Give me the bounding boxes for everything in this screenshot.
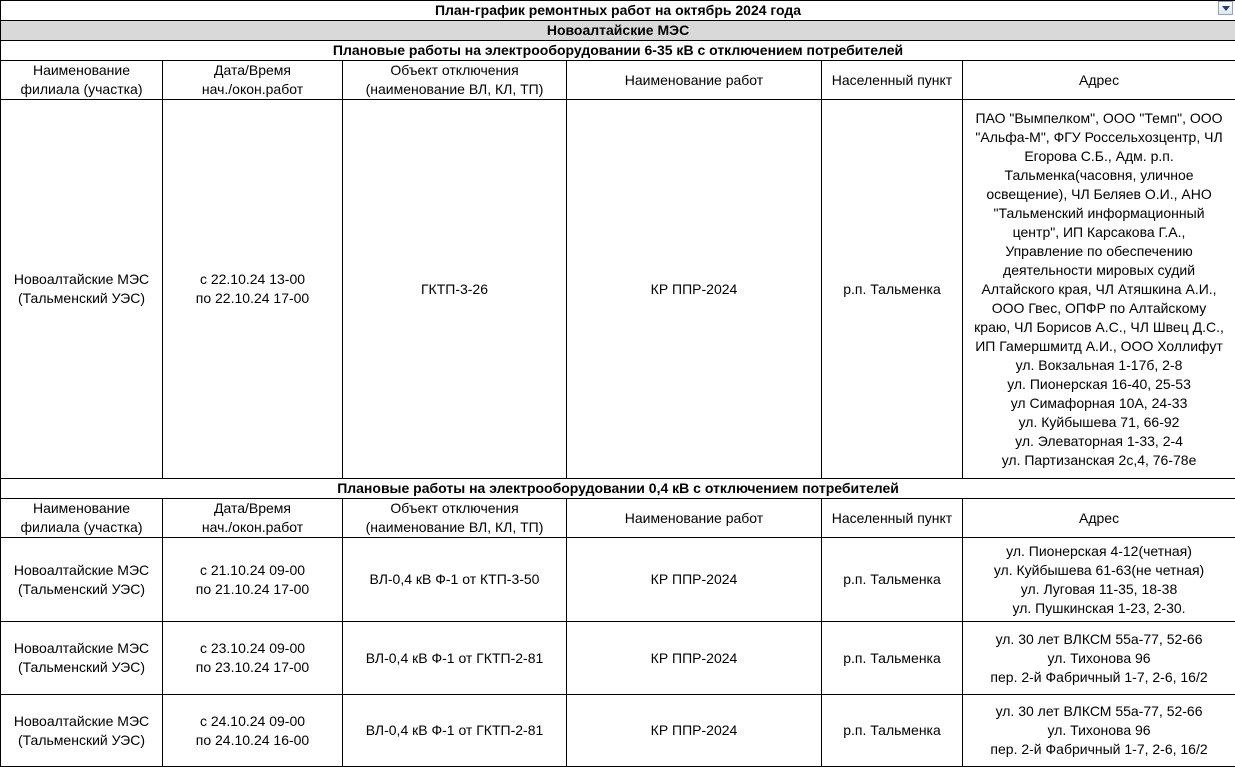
cell-address-line: ул. Луговая 11-35, 18-38 [965, 580, 1233, 599]
section-row-0-4kv [1, 479, 1235, 499]
header-object-line: Объект отключения [345, 499, 564, 518]
header-datetime-line: нач./окон.работ [165, 518, 340, 537]
header-locality: Населенный пункт [822, 61, 963, 100]
cell-address-line: Тальменка(часовня, уличное [965, 166, 1233, 185]
cell-branch [1, 695, 163, 767]
cell-object: ВЛ-0,4 кВ Ф-1 от КТП-3-50 [343, 538, 567, 622]
cell-address-line: ул. Пионерская 4-12(четная) [965, 542, 1233, 561]
header-branch [1, 61, 163, 100]
cell-branch-line: Новоалтайские МЭС [3, 561, 160, 580]
column-header-row-2 [1, 499, 1235, 538]
cell-address-line: ООО Гвес, ОПФР по Алтайскому [965, 299, 1233, 318]
cell-address-line: центр", ИП Карсакова Г.А., [965, 223, 1233, 242]
cell-address-line: Егорова С.Б., Адм. р.п. [965, 147, 1233, 166]
header-object-line: (наименование ВЛ, КЛ, ТП) [345, 80, 564, 99]
cell-address [963, 538, 1235, 622]
cell-address-line: ул. Пионерская 16-40, 25-53 [965, 375, 1233, 394]
cell-work: КР ППР-2024 [567, 538, 822, 622]
column-header-row-1 [1, 61, 1235, 100]
cell-work: КР ППР-2024 [567, 100, 822, 479]
cell-locality: р.п. Тальменка [822, 538, 963, 622]
cell-address-line: пер. 2-й Фабричный 1-7, 2-6, 16/2 [965, 740, 1233, 759]
cell-branch-line: Новоалтайские МЭС [3, 712, 160, 731]
cell-locality: р.п. Тальменка [822, 100, 963, 479]
cell-address-line: ул. Элеваторная 1-33, 2-4 [965, 432, 1233, 451]
table-row [1, 622, 1235, 695]
header-datetime [163, 61, 343, 100]
header-work: Наименование работ [567, 499, 822, 538]
header-branch [1, 499, 163, 538]
section-row-6-35kv [1, 41, 1235, 61]
cell-datetime [163, 695, 343, 767]
mes-row [1, 21, 1235, 41]
cell-locality: р.п. Тальменка [822, 622, 963, 695]
cell-datetime-line: по 23.10.24 17-00 [165, 658, 340, 677]
cell-branch [1, 100, 163, 479]
header-address: Адрес [963, 61, 1235, 100]
section-title-0-4kv: Плановые работы на электрооборудовании 0,4 кВ с отключением потребителей [1, 479, 1235, 499]
header-datetime-line: нач./окон.работ [165, 80, 340, 99]
cell-branch-line: Новоалтайские МЭС [3, 639, 160, 658]
page-title: План-график ремонтных работ на октябрь 2024 года [1, 1, 1235, 21]
table-row [1, 100, 1235, 479]
header-datetime [163, 499, 343, 538]
header-datetime-line: Дата/Время [165, 499, 340, 518]
section-title-6-35kv: Плановые работы на электрооборудовании 6-35 кВ с отключением потребителей [1, 41, 1235, 61]
cell-address-line: ПАО "Вымпелком", ООО "Темп", ООО [965, 109, 1233, 128]
header-work: Наименование работ [567, 61, 822, 100]
header-branch-line: Наименование [3, 499, 160, 518]
cell-address-line: деятельности мировых судий [965, 261, 1233, 280]
cell-address-line: освещение), ЧЛ Беляев О.И., АНО [965, 185, 1233, 204]
header-branch-line: филиала (участка) [3, 518, 160, 537]
table-row [1, 695, 1235, 767]
cell-address-line: ул. Пушкинская 1-23, 2-30. [965, 599, 1233, 618]
cell-datetime [163, 100, 343, 479]
cell-address-line: ул. Куйбышева 71, 66-92 [965, 413, 1233, 432]
cell-address-line: пер. 2-й Фабричный 1-7, 2-6, 16/2 [965, 668, 1233, 687]
header-datetime-line: Дата/Время [165, 61, 340, 80]
cell-branch [1, 622, 163, 695]
cell-address-line: "Тальменский информационный [965, 204, 1233, 223]
cell-locality: р.п. Тальменка [822, 695, 963, 767]
header-branch-line: филиала (участка) [3, 80, 160, 99]
cell-datetime-line: по 21.10.24 17-00 [165, 580, 340, 599]
cell-branch [1, 538, 163, 622]
cell-branch-line: Новоалтайские МЭС [3, 270, 160, 289]
cell-branch-line: (Тальменский УЭС) [3, 658, 160, 677]
cell-address-line: Управление по обеспечению [965, 242, 1233, 261]
header-object [343, 499, 567, 538]
cell-address-line: ул. Тихонова 96 [965, 721, 1233, 740]
cell-datetime-line: с 21.10.24 09-00 [165, 561, 340, 580]
dropdown-filter-button[interactable] [1218, 1, 1233, 15]
title-row [1, 1, 1235, 21]
cell-address-line: "Альфа-М", ФГУ Россельхозцентр, ЧЛ [965, 128, 1233, 147]
header-branch-line: Наименование [3, 61, 160, 80]
cell-address-line: Алтайского края, ЧЛ Атяшкина А.И., [965, 280, 1233, 299]
cell-object: ГКТП-3-26 [343, 100, 567, 479]
cell-address-line: ул. Партизанская 2с,4, 76-78е [965, 451, 1233, 470]
header-object [343, 61, 567, 100]
cell-address-line: ул. 30 лет ВЛКСМ 55а-77, 52-66 [965, 702, 1233, 721]
cell-datetime-line: с 22.10.24 13-00 [165, 270, 340, 289]
cell-object: ВЛ-0,4 кВ Ф-1 от ГКТП-2-81 [343, 695, 567, 767]
cell-address-line: ул. Тихонова 96 [965, 649, 1233, 668]
cell-address-line: ул. 30 лет ВЛКСМ 55а-77, 52-66 [965, 630, 1233, 649]
header-object-line: (наименование ВЛ, КЛ, ТП) [345, 518, 564, 537]
cell-datetime-line: с 24.10.24 09-00 [165, 712, 340, 731]
cell-work: КР ППР-2024 [567, 695, 822, 767]
cell-datetime [163, 538, 343, 622]
cell-address-line: ул. Вокзальная 1-17б, 2-8 [965, 356, 1233, 375]
cell-address [963, 622, 1235, 695]
cell-address-line: ул Симафорная 10А, 24-33 [965, 394, 1233, 413]
cell-address-line: краю, ЧЛ Борисов А.С., ЧЛ Швец Д.С., [965, 318, 1233, 337]
header-object-line: Объект отключения [345, 61, 564, 80]
mes-name: Новоалтайские МЭС [1, 21, 1235, 41]
cell-object: ВЛ-0,4 кВ Ф-1 от ГКТП-2-81 [343, 622, 567, 695]
cell-branch-line: (Тальменский УЭС) [3, 289, 160, 308]
cell-address-line: ИП Гамершмитд А.И., ООО Холлифут [965, 337, 1233, 356]
cell-datetime-line: по 24.10.24 16-00 [165, 731, 340, 750]
cell-branch-line: (Тальменский УЭС) [3, 580, 160, 599]
cell-address-line: ул. Куйбышева 61-63(не четная) [965, 561, 1233, 580]
table-row [1, 538, 1235, 622]
cell-address [963, 695, 1235, 767]
cell-datetime-line: с 23.10.24 09-00 [165, 639, 340, 658]
cell-datetime [163, 622, 343, 695]
header-address: Адрес [963, 499, 1235, 538]
cell-datetime-line: по 22.10.24 17-00 [165, 289, 340, 308]
cell-address [963, 100, 1235, 479]
header-locality: Населенный пункт [822, 499, 963, 538]
cell-branch-line: (Тальменский УЭС) [3, 731, 160, 750]
cell-work: КР ППР-2024 [567, 622, 822, 695]
